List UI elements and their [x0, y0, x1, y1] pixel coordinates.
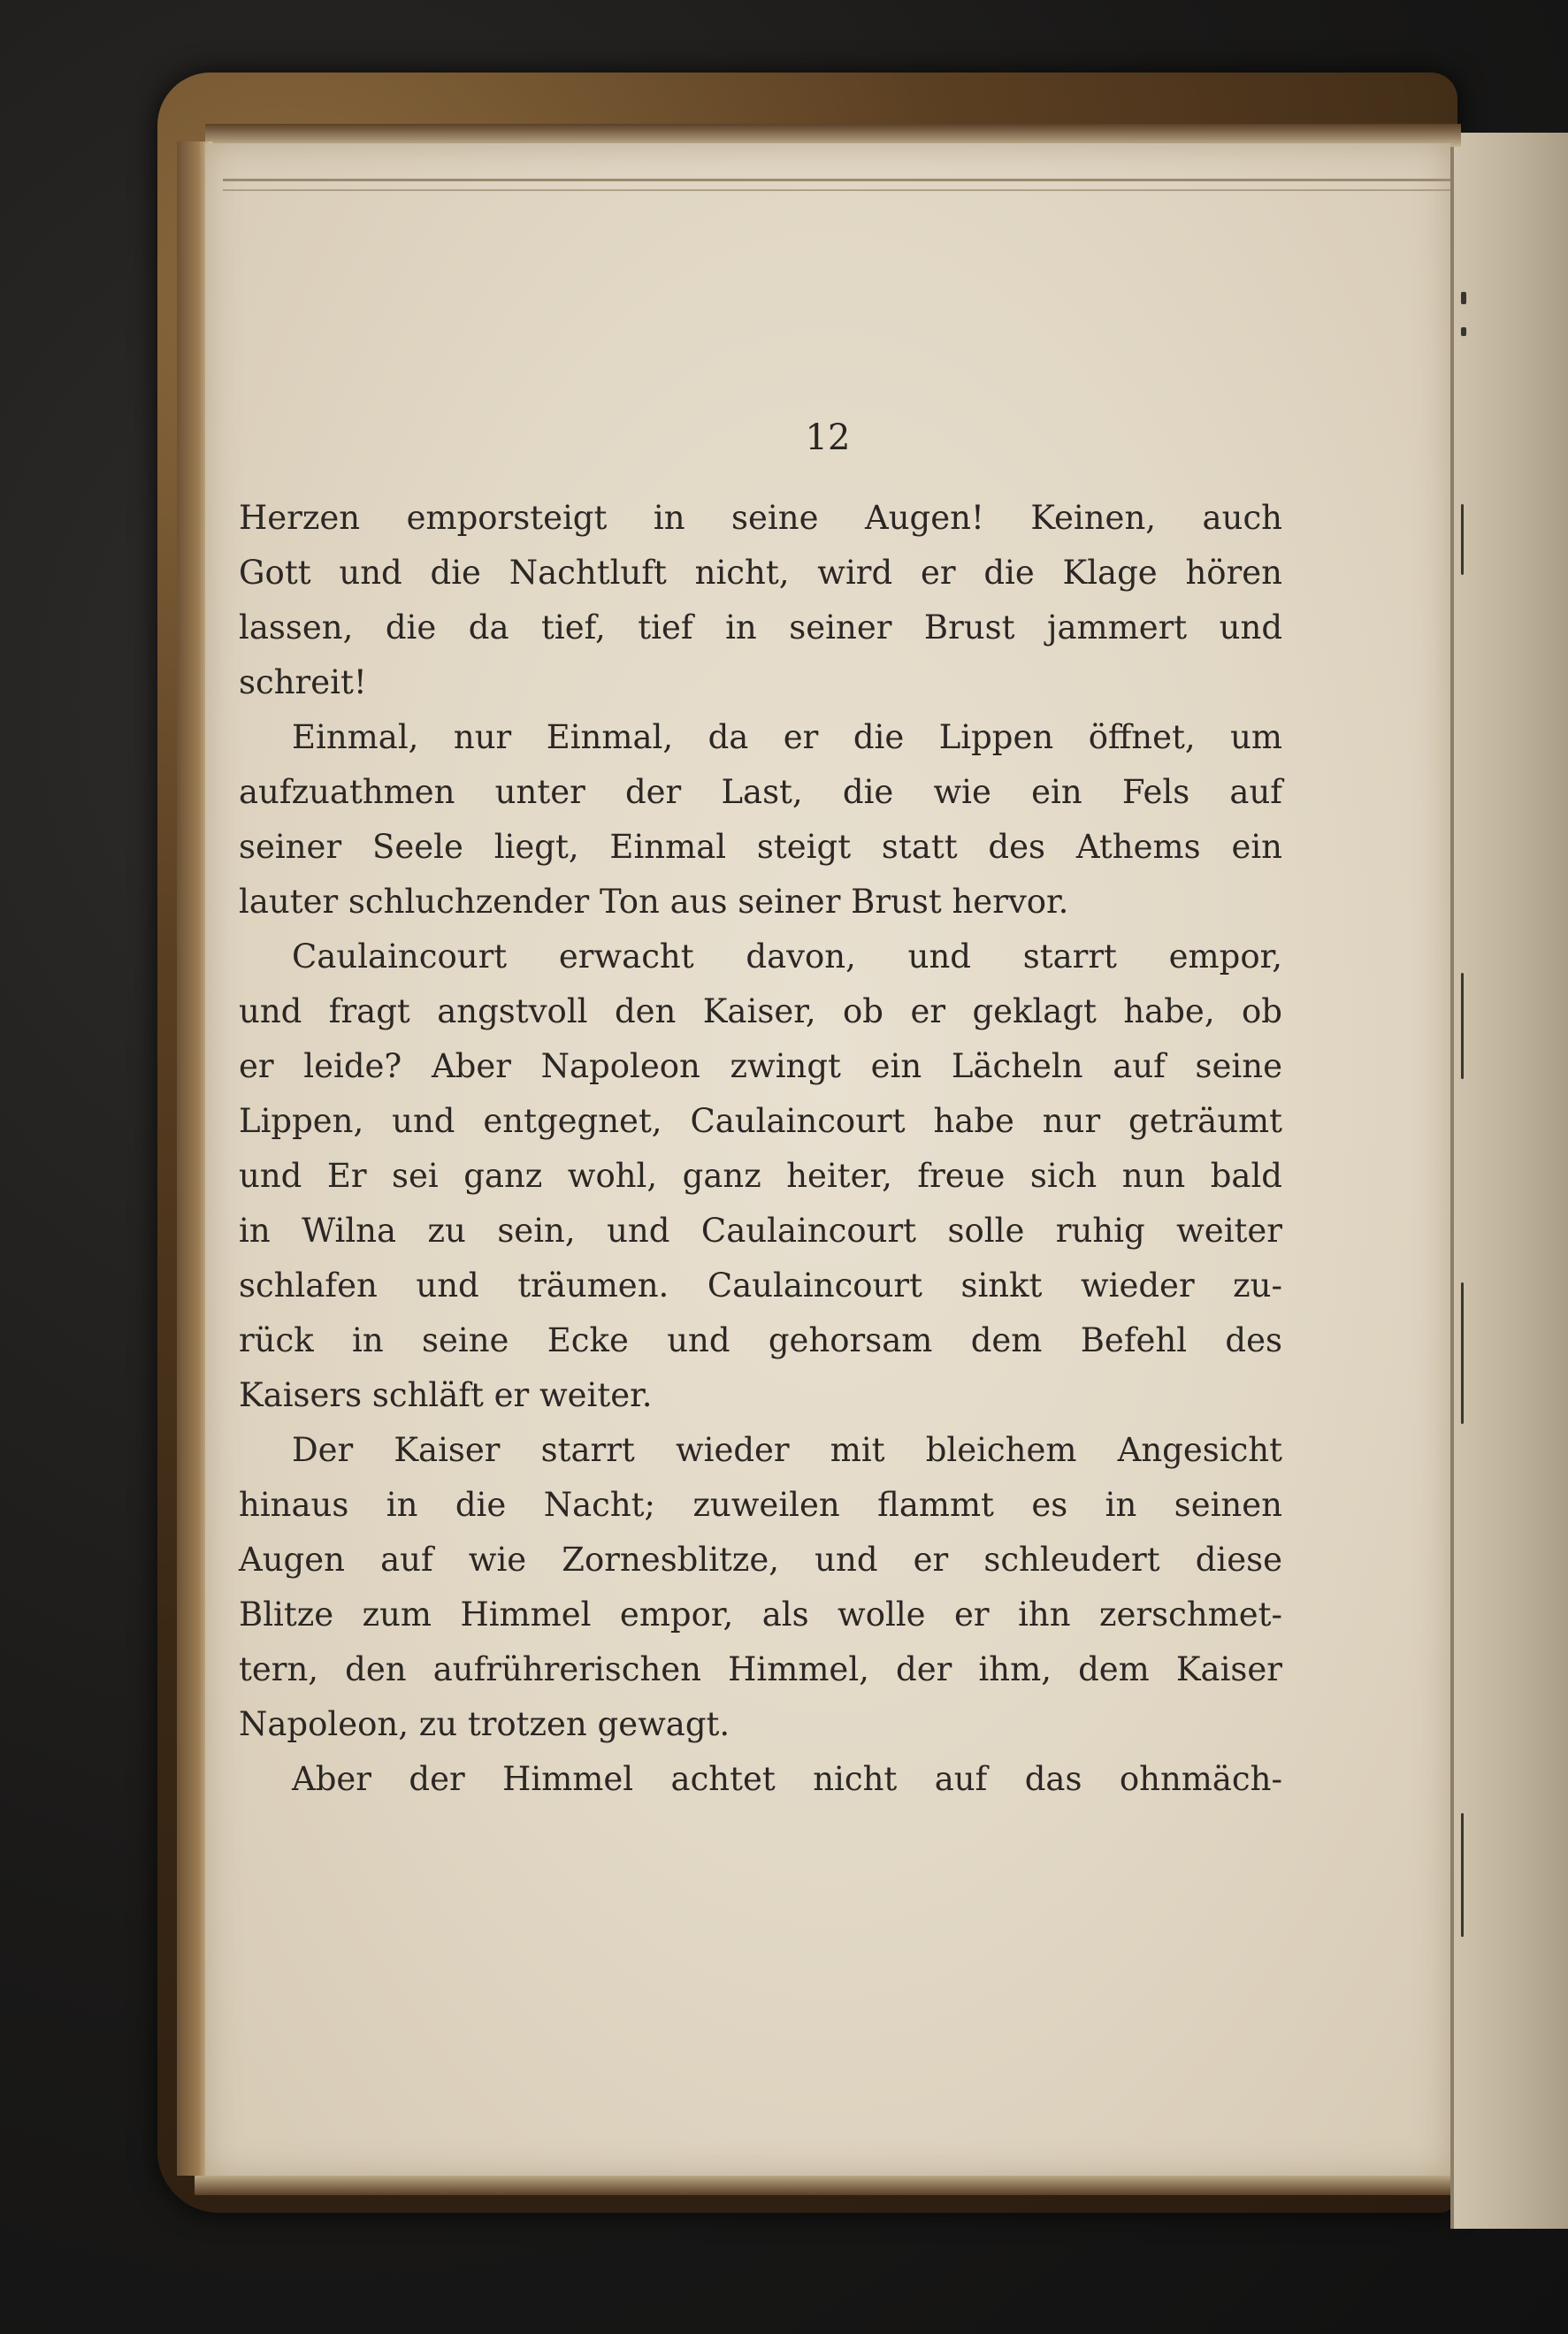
text-line: tern, den aufrührerischen Himmel, der ihm, dem Kaiser	[239, 1650, 1282, 1688]
text-line: schlafen und träumen. Caulaincourt sinkt wieder zu-	[239, 1266, 1282, 1305]
text-line: hinaus in die Nacht; zuweilen flammt es in seinen	[239, 1486, 1282, 1524]
text-line: Der Kaiser starrt wieder mit bleichem Angesicht	[292, 1431, 1282, 1469]
page-mark	[1461, 327, 1466, 336]
text-line: seiner Seele liegt, Einmal steigt statt des Athems ein	[239, 828, 1282, 866]
text-line: lassen, die da tief, tief in seiner Brust jammert und	[239, 608, 1282, 647]
text-line: Gott und die Nachtluft nicht, wird er die Klage hören	[239, 554, 1282, 592]
text-line: Caulaincourt erwacht davon, und starrt empor,	[292, 937, 1282, 976]
text-line: Herzen emporsteigt in seine Augen! Keinen, auch	[239, 499, 1282, 537]
text-line: aufzuathmen unter der Last, die wie ein Fels auf	[239, 773, 1282, 811]
text-line: rück in seine Ecke und gehorsam dem Befehl des	[239, 1321, 1282, 1359]
next-page-edge	[1450, 133, 1568, 2229]
text-line: Augen auf wie Zornesblitze, und er schleudert diese	[239, 1541, 1282, 1579]
text-line: Lippen, und entgegnet, Caulaincourt habe nur geträumt	[239, 1102, 1282, 1140]
text-line: und fragt angstvoll den Kaiser, ob er geklagt habe, ob	[239, 992, 1282, 1030]
page-mark	[1461, 973, 1464, 1079]
page-bottom-edge	[195, 2176, 1450, 2195]
text-line: schreit!	[239, 663, 367, 701]
text-line: Kaisers schläft er weiter.	[239, 1376, 653, 1414]
text-line: und Er sei ganz wohl, ganz heiter, freue sich nun bald	[239, 1157, 1282, 1195]
text-line: lauter schluchzender Ton aus seiner Brust hervor.	[239, 883, 1069, 921]
text-line: Einmal, nur Einmal, da er die Lippen öffnet, um	[292, 718, 1282, 756]
top-rule	[223, 189, 1450, 191]
top-rule	[223, 179, 1450, 181]
page-mark	[1461, 1282, 1464, 1424]
page-mark	[1461, 292, 1466, 304]
text-line: Aber der Himmel achtet nicht auf das ohnmäch-	[292, 1760, 1282, 1798]
text-line: er leide? Aber Napoleon zwingt ein Lächeln auf seine	[239, 1047, 1282, 1085]
page-mark	[1461, 504, 1464, 575]
page-number: 12	[805, 417, 851, 458]
page-text	[239, 491, 1282, 1807]
text-line: Blitze zum Himmel empor, als wolle er ihn zerschmet-	[239, 1596, 1282, 1634]
text-line: Napoleon, zu trotzen gewagt.	[239, 1705, 730, 1743]
text-line: in Wilna zu sein, und Caulaincourt solle ruhig weiter	[239, 1212, 1282, 1250]
page-mark	[1461, 1813, 1464, 1937]
